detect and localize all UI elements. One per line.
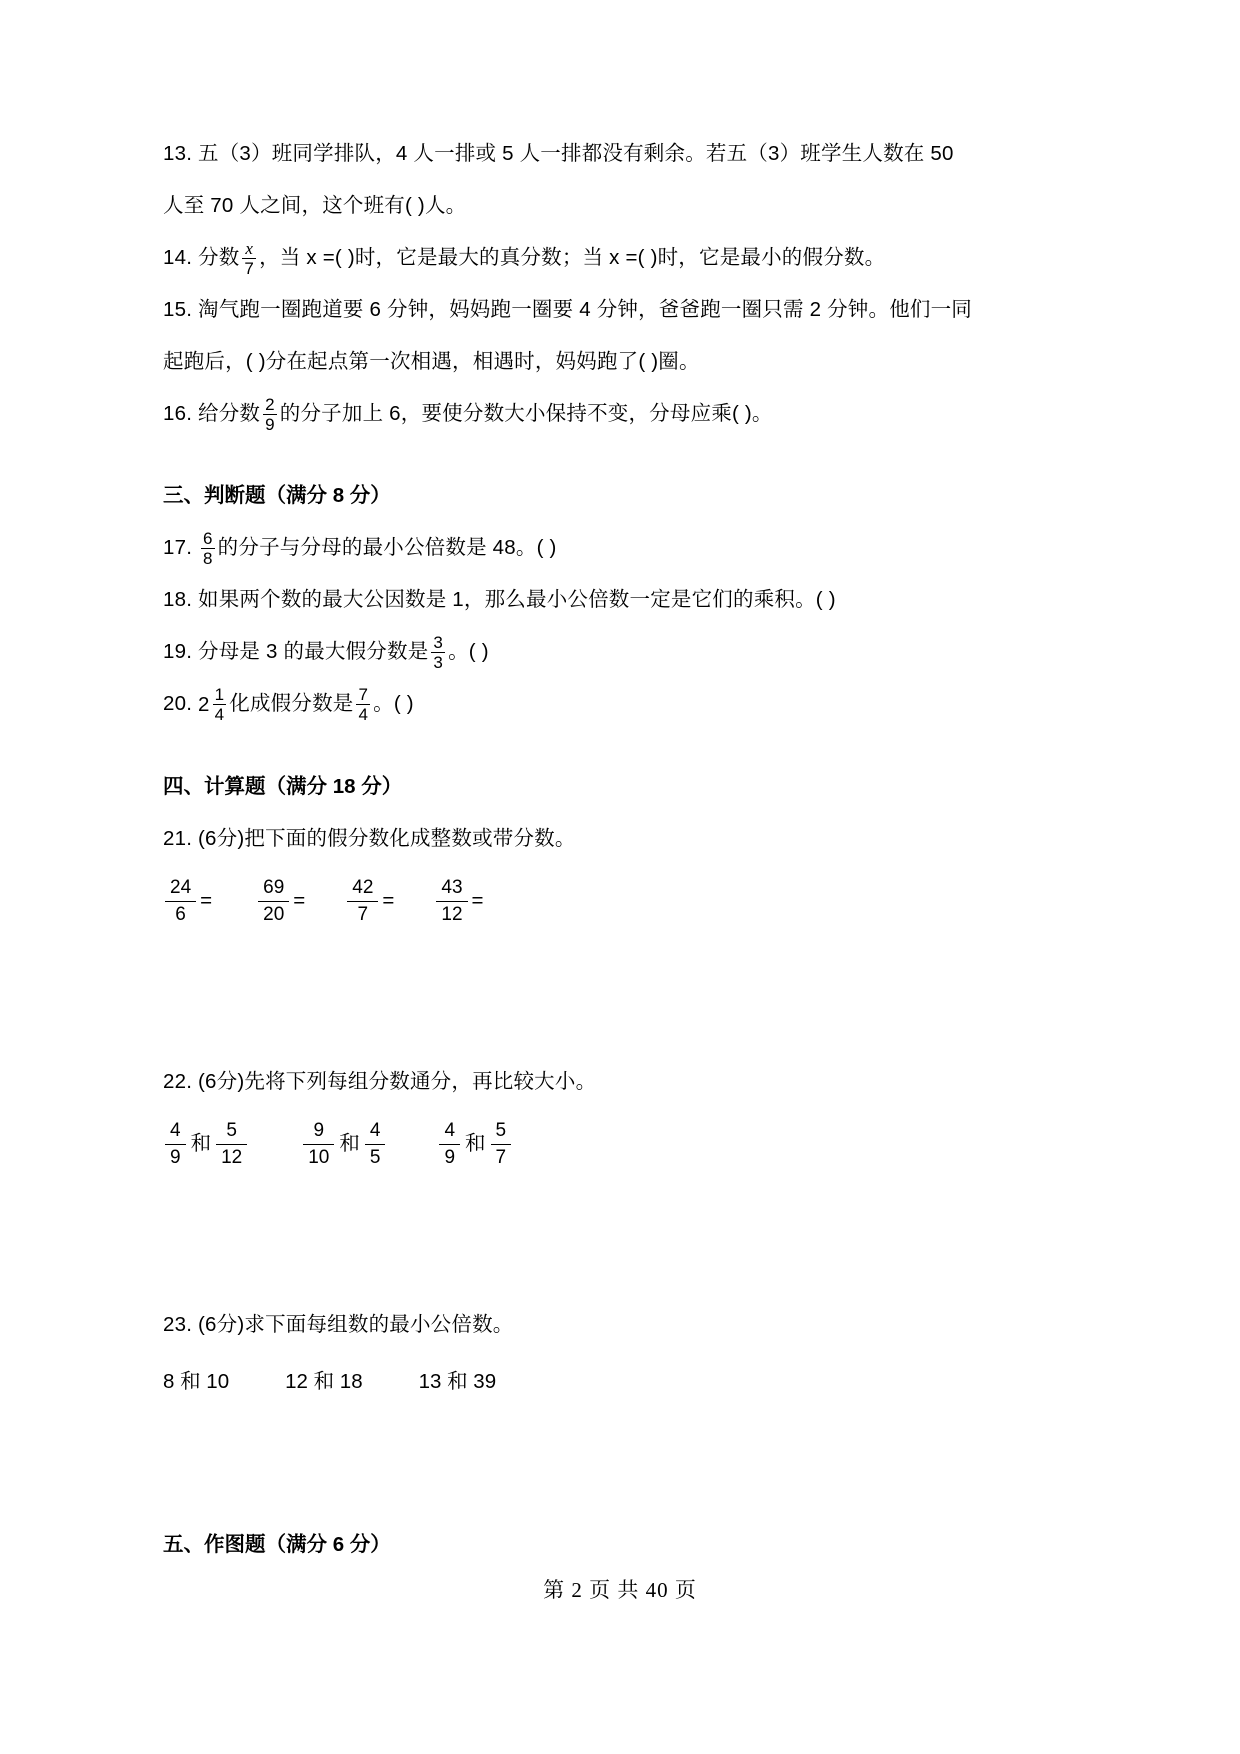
fraction-numerator: 3: [433, 632, 444, 652]
question-21-prompt: (6分)把下面的假分数化成整数或带分数。: [198, 827, 576, 851]
question-13-line-2: 人至 70 人之间，这个班有( )人。: [163, 194, 467, 217]
q23-pair-1: 8 和 10: [163, 1370, 230, 1394]
fraction-numerator: 4: [444, 1120, 456, 1142]
fraction-numerator: 9: [313, 1120, 325, 1142]
fraction-numerator: 4: [170, 1120, 181, 1142]
question-22-fraction-row: [163, 1118, 1078, 1171]
question-20-text-2: 。( ): [373, 692, 414, 715]
question-22-prompt: (6分)先将下列每组分数通分，再比较大小。: [198, 1070, 597, 1094]
section-four-score: （满分 18 分）: [265, 775, 403, 799]
question-16: [163, 388, 1078, 440]
question-17-fraction: [200, 529, 216, 568]
question-23-pairs-row: [163, 1357, 1078, 1407]
q22-connector-2: 和: [339, 1132, 360, 1156]
section-five-score: （满分 6 分）: [265, 1533, 391, 1557]
question-17-dot: .: [186, 536, 193, 559]
question-19-fraction: [430, 633, 446, 672]
question-14-text-2: ，当 x =( )时，它是最大的真分数；当 x =( )时，它是最小的假分数。: [259, 246, 886, 269]
question-14-number: 14: [163, 246, 187, 269]
question-22-dot: .: [186, 1070, 193, 1094]
question-20: [163, 678, 1078, 731]
question-17-line: [163, 522, 1078, 574]
section-heading-four: [163, 761, 1078, 813]
fraction-numerator: 5: [226, 1120, 237, 1142]
question-13-text-1: 五（3）班同学排队，4 人一排或 5 人一排都没有剩余。若五（3）班学生人数在 50: [198, 142, 954, 165]
answer-space-q22: [163, 1171, 1078, 1299]
fraction-numerator: 69: [263, 877, 285, 899]
q22-pair-3-left: [439, 1118, 460, 1171]
fraction-denominator: 10: [308, 1147, 330, 1169]
question-23-dot: .: [186, 1313, 193, 1337]
question-20-mixed-number: [198, 678, 229, 731]
question-15: [163, 284, 1078, 388]
page-content: [163, 128, 1078, 1571]
q21-fraction-1: [165, 875, 196, 928]
fraction-denominator: 9: [170, 1147, 181, 1169]
fraction-numerator: 24: [170, 877, 192, 899]
question-15-dot: .: [186, 298, 193, 321]
q21-fraction-2: [258, 875, 289, 928]
question-14-line: [163, 232, 1078, 284]
question-22: [163, 1056, 1078, 1108]
question-18-line: [163, 574, 1078, 626]
question-13: [163, 128, 1078, 232]
answer-space-q21: [163, 928, 1078, 1056]
q22-pair-2-right: [365, 1118, 386, 1171]
question-23: [163, 1299, 1078, 1351]
fraction-numerator: 1: [214, 684, 225, 704]
question-16-fraction: [262, 395, 278, 434]
question-15-text-1: 淘气跑一圈跑道要 6 分钟，妈妈跑一圈要 4 分钟，爸爸跑一圈只需 2 分钟。他们一同: [198, 298, 972, 321]
q23-pair-3: 13 和 39: [418, 1370, 497, 1394]
question-16-text-1: 给分数: [198, 402, 261, 425]
question-16-text-2: 的分子加上 6，要使分数大小保持不变，分母应乘( )。: [279, 402, 773, 425]
fraction-numerator: 4: [369, 1120, 381, 1142]
fraction-denominator: 20: [263, 904, 285, 926]
fraction-numerator: 2: [265, 394, 275, 414]
question-17-text: 的分子与分母的最小公倍数是 48。( ): [217, 536, 557, 559]
question-18-dot: .: [186, 588, 193, 611]
section-three-label: 三、判断题: [163, 484, 266, 507]
fraction-denominator: 8: [203, 548, 213, 568]
question-15-number: 15: [163, 298, 187, 321]
q21-fraction-4: [436, 875, 467, 928]
question-16-dot: .: [186, 402, 193, 425]
question-19-line: [163, 626, 1078, 678]
question-17-number: 17: [163, 536, 187, 559]
fraction-denominator: 12: [441, 904, 463, 926]
fraction-denominator: 9: [265, 414, 275, 434]
mixed-fraction-part: [212, 685, 228, 724]
question-20-number: 20: [163, 692, 187, 715]
question-21-fraction-row: [163, 875, 1078, 928]
question-18-text: 如果两个数的最大公因数是 1，那么最小公倍数一定是它们的乘积。( ): [198, 588, 836, 611]
q21-equals-1: =: [200, 889, 213, 913]
q22-connector-3: 和: [465, 1132, 486, 1156]
question-19: [163, 626, 1078, 678]
question-20-dot: .: [186, 692, 193, 715]
fraction-denominator: 5: [369, 1147, 381, 1169]
question-18: [163, 574, 1078, 626]
q23-pair-2: 12 和 18: [285, 1370, 363, 1394]
fraction-denominator: 3: [433, 652, 444, 672]
question-20-text-1: 化成假分数是: [229, 692, 354, 715]
question-23-line: [163, 1299, 1078, 1351]
fraction-denominator: 7: [357, 904, 369, 926]
fraction-denominator: 6: [175, 904, 186, 926]
question-23-prompt: (6分)求下面每组数的最小公倍数。: [198, 1313, 514, 1337]
section-five-label: 五、作图题: [163, 1533, 266, 1557]
question-20-fraction-2: [355, 685, 371, 724]
question-23-number: 23: [163, 1313, 187, 1337]
question-17: [163, 522, 1078, 574]
fraction-denominator: 4: [214, 704, 225, 724]
question-16-number: 16: [163, 402, 187, 425]
fraction-denominator: 9: [444, 1147, 456, 1169]
question-19-text-2: 。( ): [448, 640, 489, 663]
q22-connector-1: 和: [190, 1132, 212, 1156]
question-14-text-1: 分数: [198, 246, 240, 269]
q21-equals-4: =: [471, 889, 484, 913]
question-19-text-1: 分母是 3 的最大假分数是: [198, 640, 429, 663]
question-16-line: [163, 388, 1078, 440]
question-22-number: 22: [163, 1070, 187, 1094]
question-13-number: 13: [163, 142, 187, 165]
question-14-fraction: [241, 239, 257, 278]
q21-fraction-3: [347, 875, 378, 928]
q22-pair-1-left: [165, 1118, 186, 1171]
question-22-line: [163, 1056, 1078, 1108]
section-heading-three: [163, 470, 1078, 522]
question-14: [163, 232, 1078, 284]
fraction-numerator: 5: [495, 1120, 507, 1142]
page-footer: 第 2 页 共 40 页: [543, 1578, 697, 1602]
fraction-denominator: 12: [221, 1147, 243, 1169]
question-19-number: 19: [163, 640, 187, 663]
spacer: [163, 731, 1078, 745]
section-three-score: （满分 8 分）: [265, 484, 391, 507]
question-21-line: [163, 813, 1078, 865]
q22-pair-3-right: [491, 1118, 512, 1171]
fraction-denominator: 7: [495, 1147, 507, 1169]
question-20-line: [163, 678, 1078, 731]
spacer: [163, 440, 1078, 454]
question-13-dot: .: [186, 142, 193, 165]
question-21-dot: .: [186, 827, 193, 851]
question-21: [163, 813, 1078, 865]
fraction-denominator: 7: [244, 258, 255, 278]
question-15-line-1: [163, 284, 1078, 336]
section-four-label: 四、计算题: [163, 775, 266, 799]
question-21-number: 21: [163, 827, 187, 851]
q21-equals-2: =: [293, 889, 306, 913]
q21-equals-3: =: [382, 889, 395, 913]
question-15-line-2: 起跑后，( )分在起点第一次相遇，相遇时，妈妈跑了( )圈。: [163, 350, 700, 373]
fraction-numerator: 7: [358, 684, 369, 704]
fraction-numerator: 6: [203, 528, 213, 548]
fraction-numerator: 42: [352, 877, 374, 899]
q22-pair-1-right: [216, 1118, 247, 1171]
mixed-whole-part: 2: [198, 693, 210, 717]
fraction-numerator: x: [245, 238, 254, 258]
question-14-dot: .: [186, 246, 193, 269]
fraction-numerator: 43: [441, 877, 463, 899]
fraction-denominator: 4: [358, 704, 369, 724]
question-18-number: 18: [163, 588, 187, 611]
question-13-line-1: [163, 128, 1078, 180]
question-19-dot: .: [186, 640, 193, 663]
section-heading-five: [163, 1519, 1078, 1571]
q22-pair-2-left: [303, 1118, 334, 1171]
answer-space-q23: [163, 1407, 1078, 1503]
